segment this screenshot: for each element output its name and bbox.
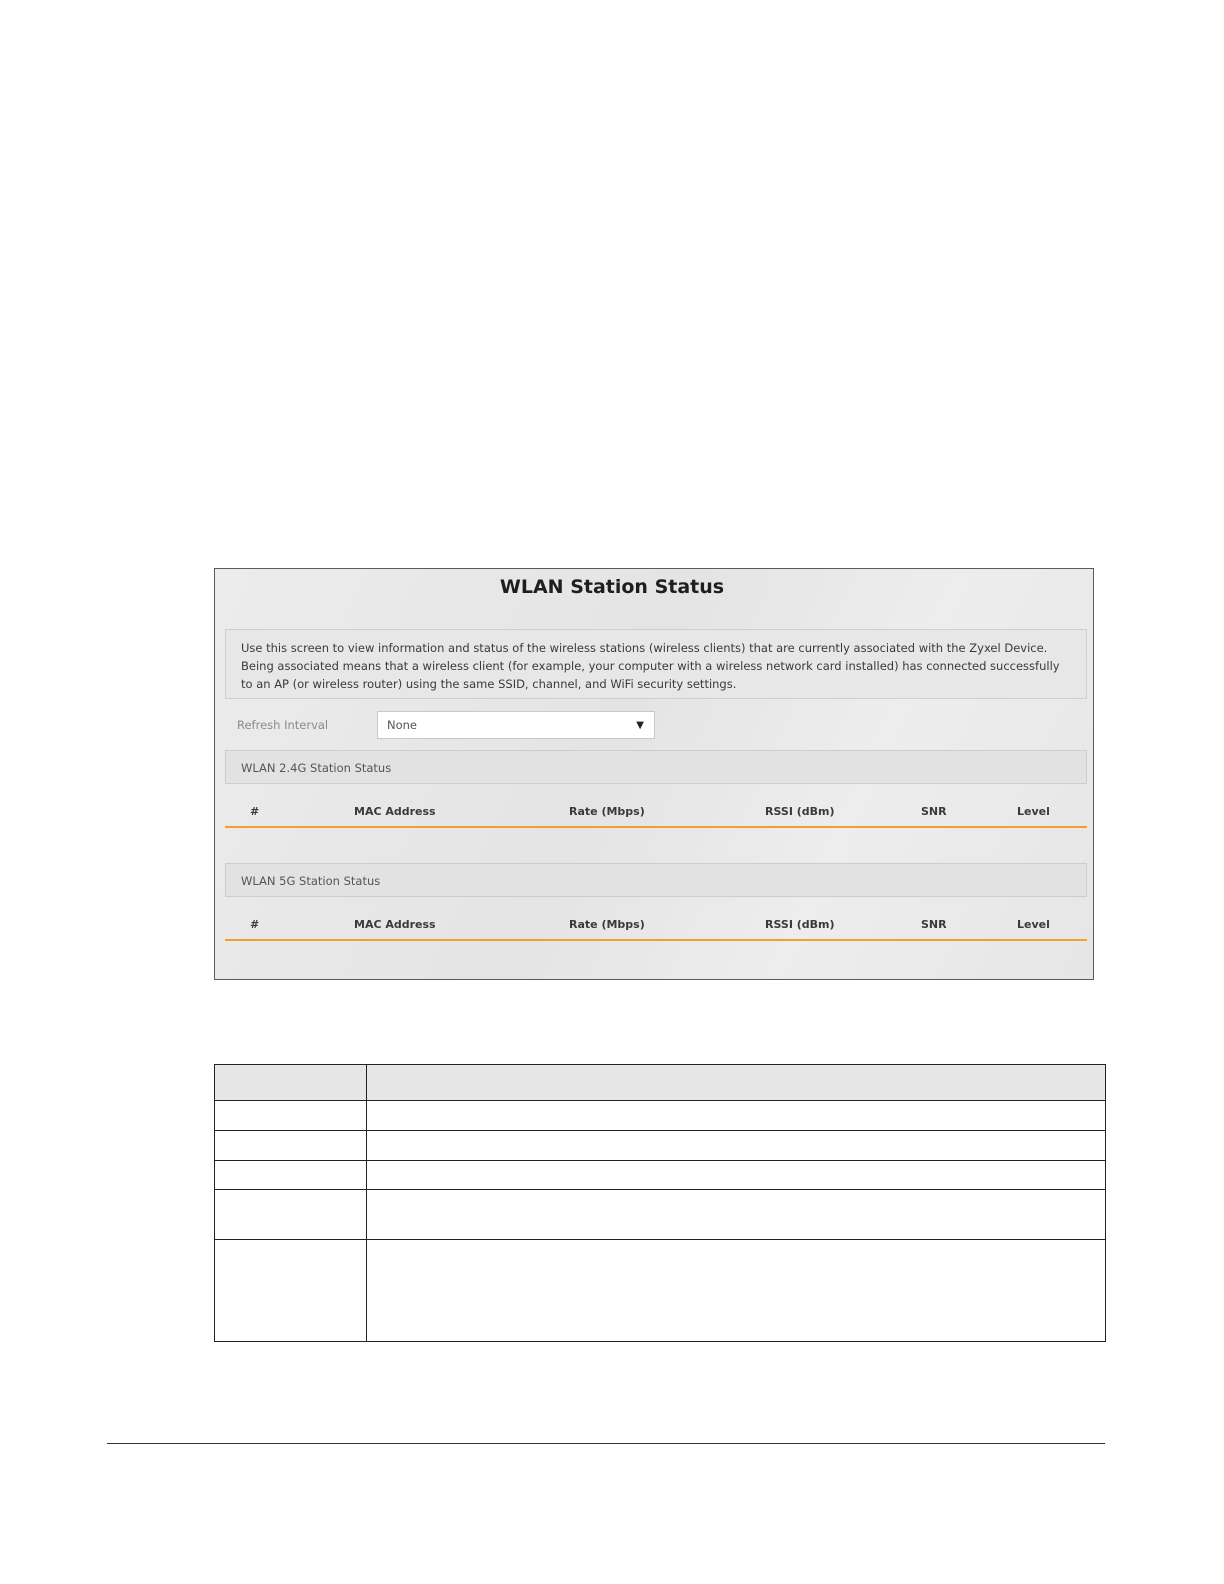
table-row-divider — [215, 1239, 1105, 1240]
column-header-number: # — [250, 805, 260, 818]
column-header-number: # — [250, 918, 260, 931]
column-header-snr: SNR — [921, 918, 947, 931]
table-header-wlan-24g — [225, 798, 1087, 828]
description-table — [214, 1064, 1106, 1342]
description-table-header-row — [215, 1065, 1105, 1101]
column-header-rate: Rate (Mbps) — [569, 918, 645, 931]
column-header-level: Level — [1017, 805, 1050, 818]
section-title-wlan-24g: WLAN 2.4G Station Status — [225, 750, 1087, 784]
column-header-level: Level — [1017, 918, 1050, 931]
refresh-interval-label: Refresh Interval — [237, 718, 329, 732]
description-table-divider — [366, 1065, 367, 1341]
column-header-rate: Rate (Mbps) — [569, 805, 645, 818]
column-header-rssi: RSSI (dBm) — [765, 805, 835, 818]
column-header-snr: SNR — [921, 805, 947, 818]
refresh-interval-select[interactable] — [377, 711, 655, 739]
table-header-wlan-5g — [225, 911, 1087, 941]
refresh-interval-value: None — [387, 718, 418, 732]
column-header-mac-address: MAC Address — [354, 918, 436, 931]
chevron-down-icon: ▼ — [636, 720, 644, 731]
column-header-rssi: RSSI (dBm) — [765, 918, 835, 931]
column-header-mac-address: MAC Address — [354, 805, 436, 818]
footer-divider — [107, 1443, 1105, 1444]
table-row-divider — [215, 1130, 1105, 1131]
page-title: WLAN Station Status — [499, 576, 725, 598]
table-row-divider — [215, 1160, 1105, 1161]
section-title-wlan-5g: WLAN 5G Station Status — [225, 863, 1087, 897]
table-row-divider — [215, 1189, 1105, 1190]
intro-description: Use this screen to view information and status of the wireless stations (wireless clients) that are currently associated with the Zyxel Device. Being associated means that a wireless client (for example, your computer with a wireless network card installed) has connected successfully to an AP (or wireless router) using the same SSID, channel, and WiFi security settings. — [225, 629, 1087, 699]
